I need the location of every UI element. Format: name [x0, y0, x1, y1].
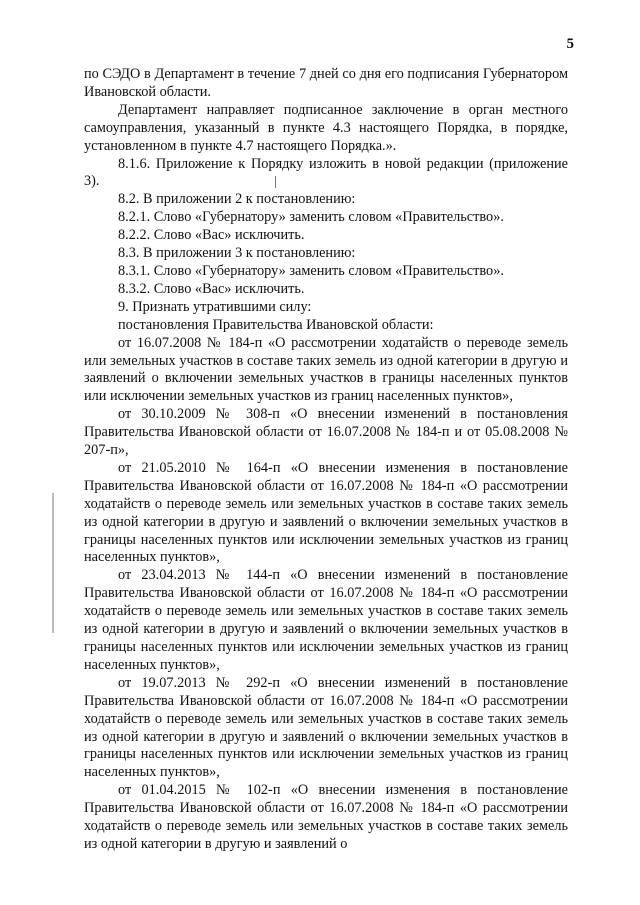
paragraph-8-2-1: 8.2.1. Слово «Губернатору» заменить словом «Правительство». [118, 209, 504, 226]
resolution-2010-164: от 21.05.2010 № 164-п «О внесении изменения в постановление Правительства Ивановской области от 16.07.2008 № 184-п «О рассмотрении ходатайств о переводе земель или земельных участков в составе таких земель из одной категории в другую и заявлений о включении земельных участков в границы населенных пунктов или исключении земельных участков из границ населенных пунктов», [84, 459, 568, 566]
margin-mark [52, 493, 54, 633]
page-number: 5 [566, 36, 574, 52]
resolution-2009-308: от 30.10.2009 № 308-п «О внесении изменений в постановления Правительства Ивановской области от 16.07.2008 № 184-п и от 05.08.2008 № 207-п», [84, 406, 568, 459]
paragraph-8-3: 8.3. В приложении 3 к постановлению: [118, 245, 356, 262]
resolution-2008-184: от 16.07.2008 № 184-п «О рассмотрении ходатайств о переводе земель или земельных участков в составе таких земель из одной категории в другую и заявлений о включении земельных участков в границы населенных пунктов или исключении земельных участков из границ населенных пунктов», [84, 334, 568, 405]
resolution-2013-292: от 19.07.2013 № 292-п «О внесении изменений в постановление Правительства Ивановской области от 16.07.2008 № 184-п «О рассмотрении ходатайств о переводе земель или земельных участков в составе таких земель из одной категории в другую и заявлений о включении земельных участков в границы населенных пунктов или исключении земельных участков из границ населенных пунктов», [84, 674, 568, 781]
paragraph-resolutions-heading: постановления Правительства Ивановской области: [118, 316, 434, 333]
paragraph-continuation: по СЭДО в Департамент в течение 7 дней со дня его подписания Губернатором Ивановской области. [84, 66, 568, 100]
paragraph-8-3-2: 8.3.2. Слово «Вас» исключить. [118, 280, 305, 297]
paragraph-8-2: 8.2. В приложении 2 к постановлению: [118, 191, 356, 208]
paragraph-9: 9. Признать утратившими силу: [118, 298, 312, 315]
resolution-2013-144: от 23.04.2013 № 144-п «О внесении изменений в постановление Правительства Ивановской области от 16.07.2008 № 184-п «О рассмотрении ходатайств о переводе земель или земельных участков в составе таких земель из одной категории в другую и заявлений о включении земельных участков в границы населенных пунктов или исключении земельных участков из границ населенных пунктов», [84, 567, 568, 673]
document-body [84, 66, 568, 854]
paragraph-department-sends: Департамент направляет подписанное заключение в орган местного самоуправления, указанный в пункте 4.3 настоящего Порядка, в порядке, установленном в пункте 4.7 настоящего Порядка.». [84, 101, 568, 154]
paragraph-8-3-1: 8.3.1. Слово «Губернатору» заменить словом «Правительство». [118, 262, 504, 279]
paragraph-8-1-6: 8.1.6. Приложение к Порядку изложить в новой редакции (приложение 3). [84, 155, 568, 190]
resolution-2015-102: от 01.04.2015 № 102-п «О внесении изменения в постановление Правительства Ивановской области от 16.07.2008 № 184-п «О рассмотрении ходатайств о переводе земель или земельных участков в составе таких земель из одной категории в другую и заявлений о [84, 782, 568, 852]
paragraph-8-2-2: 8.2.2. Слово «Вас» исключить. [118, 227, 305, 244]
